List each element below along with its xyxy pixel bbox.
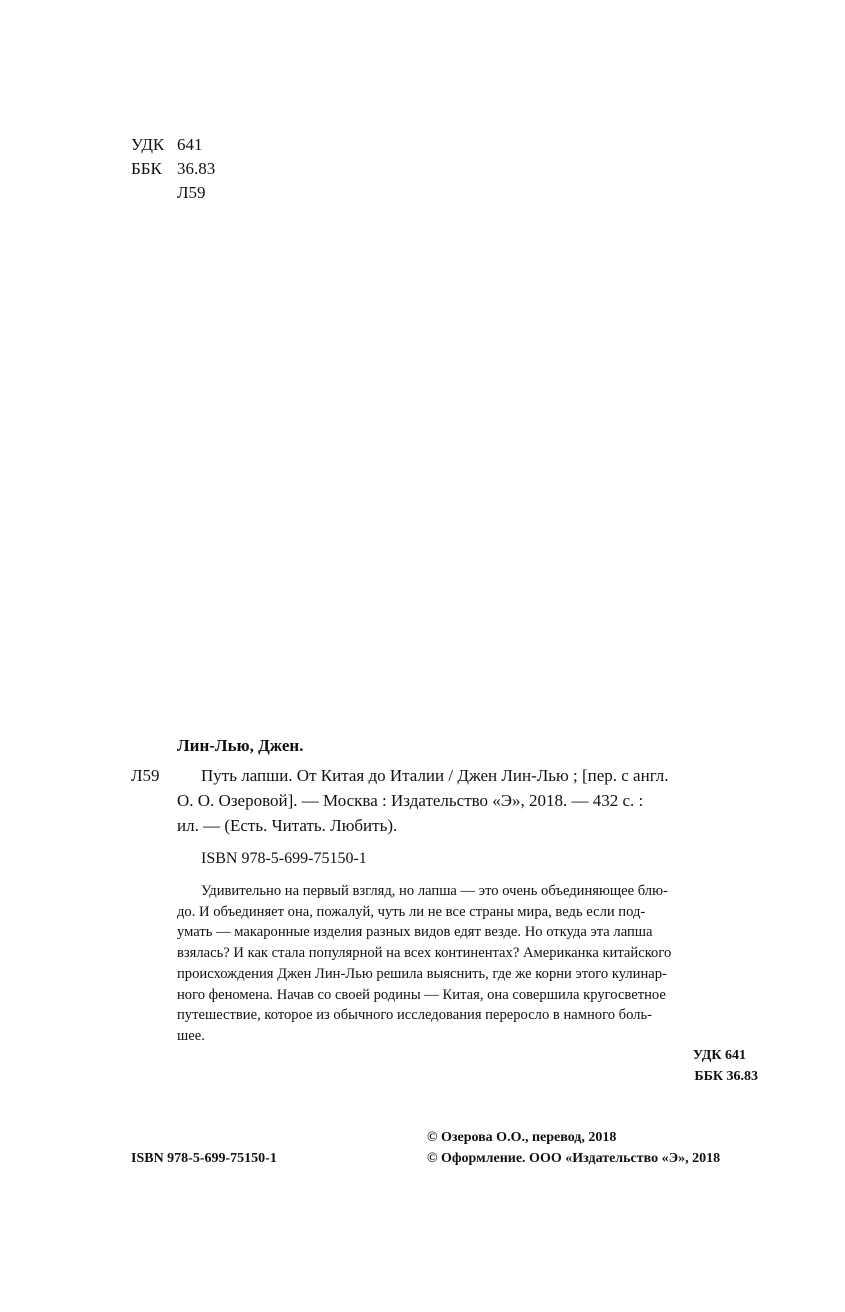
annotation-line: Удивительно на первый взгляд, но лапша — это очень объединяющее блю- [201, 883, 668, 899]
annotation-line: ного феномена. Начав со своей родины — Китая, она совершила кругосветное [177, 986, 666, 1003]
annotation-line: умать — макаронные изделия разных видов едят везде. Но откуда эта лапша [177, 924, 653, 941]
udk-value: 641 [177, 135, 203, 154]
footer-isbn: ISBN 978-5-699-75150-1 [131, 1151, 277, 1166]
annotation-line: шее. [177, 1027, 205, 1044]
bbk-value: 36.83 [177, 159, 216, 178]
record-description-line-2: О. О. Озеровой]. — Москва : Издательство «Э», 2018. — 432 с. : [177, 791, 644, 810]
annotation-line: взялась? И как стала популярной на всех континентах? Американка китайского [177, 945, 672, 962]
udk-code: УДК 641 [692, 1048, 746, 1063]
author-sign: Л59 [177, 183, 206, 202]
record-author: Лин-Лью, Джен. [177, 736, 304, 755]
bbk-code: ББК 36.83 [694, 1069, 758, 1084]
record-isbn: ISBN 978-5-699-75150-1 [201, 850, 367, 867]
annotation-line: до. И объединяет она, пожалуй, чуть ли не все страны мира, ведь если под- [177, 903, 646, 920]
annotation-line: путешествие, которое из обычного исследования переросло в намного боль- [177, 1007, 652, 1024]
copyright-design: © Оформление. ООО «Издательство «Э», 2018 [427, 1151, 721, 1166]
copyright-translation: © Озерова О.О., перевод, 2018 [427, 1130, 617, 1145]
record-description-line-3: ил. — (Есть. Читать. Любить). [177, 816, 398, 835]
bbk-label: ББК [131, 159, 162, 178]
udk-label: УДК [131, 135, 165, 154]
annotation-line: происхождения Джен Лин-Лью решила выяснить, где же корни этого кулинар- [177, 965, 667, 982]
annotation [177, 881, 767, 1047]
record-sign: Л59 [131, 766, 160, 785]
record-description-line-1: Путь лапши. От Китая до Италии / Джен Лин-Лью ; [пер. с англ. [201, 766, 669, 785]
